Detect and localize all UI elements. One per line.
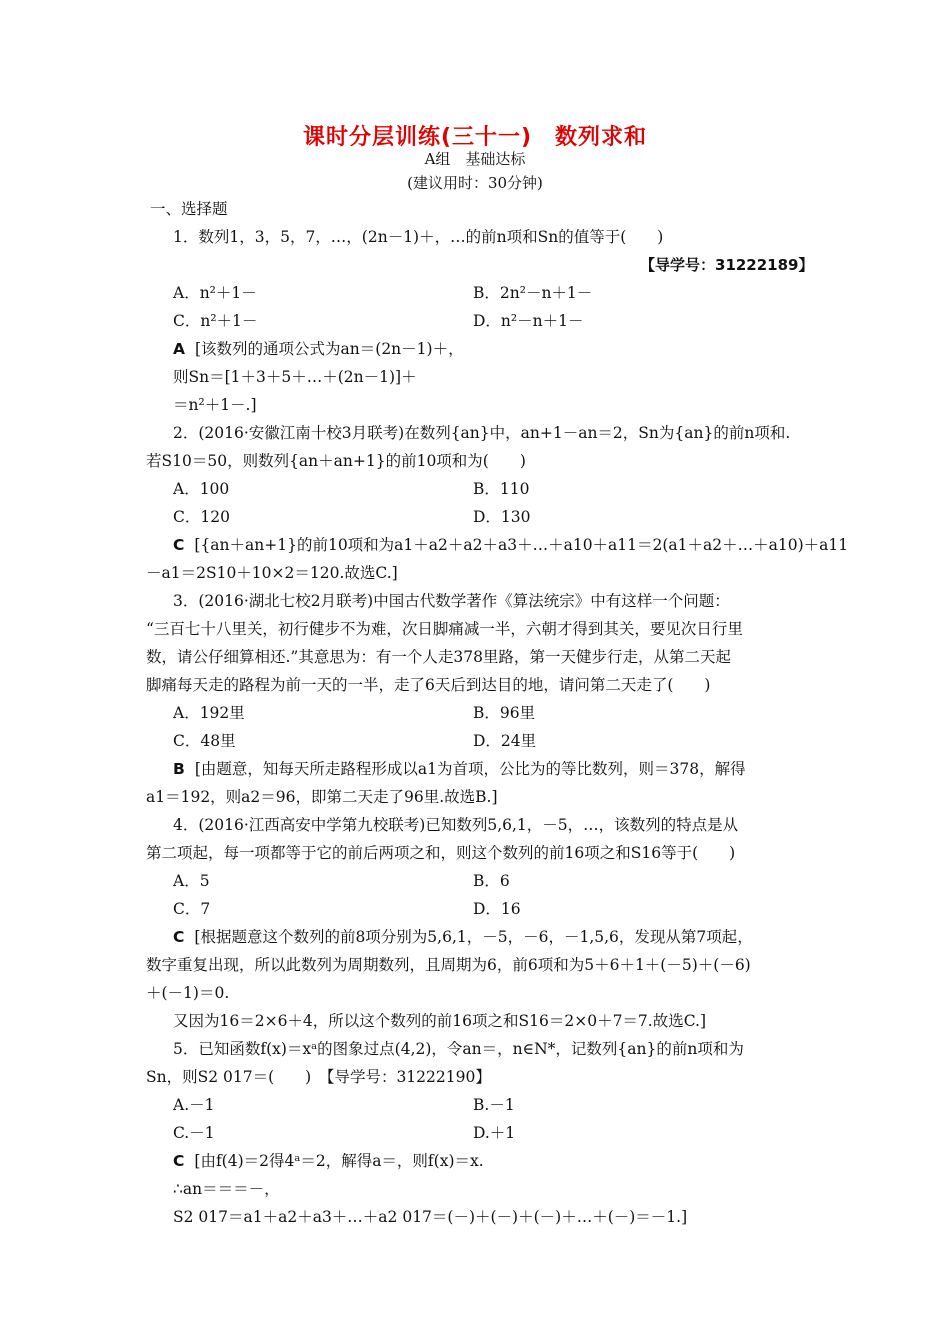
q1-guide-code: 【导学号：31222189】 bbox=[640, 256, 814, 274]
q5-explanation-3: S2 017＝a1＋a2＋a3＋…＋a2 017＝(－)＋(－)＋(－)＋…＋(－)＝－1.] bbox=[173, 1208, 688, 1226]
q5-option-a: A.－1 bbox=[173, 1096, 215, 1114]
q5-option-c: C.－1 bbox=[173, 1124, 215, 1142]
q2-explanation-2: －a1＝2S10＋10×2＝120.故选C.] bbox=[146, 564, 398, 582]
q5-explanation-1: C [由f(4)＝2得4ᵃ＝2，解得a＝，则f(x)＝x. bbox=[173, 1152, 484, 1170]
section-heading: 一、选择题 bbox=[150, 200, 228, 218]
q4-answer: C bbox=[173, 928, 185, 946]
q2-stem-1: 2．(2016·安徽江南十校3月联考)在数列{an}中，an+1－an＝2，Sn为{an}的前n项和. bbox=[173, 424, 791, 442]
q3-stem-1: 3．(2016·湖北七校2月联考)中国古代数学著作《算法统宗》中有这样一个问题： bbox=[173, 592, 730, 610]
q3-option-b: B．96里 bbox=[473, 704, 536, 722]
q4-option-b: B．6 bbox=[473, 872, 510, 890]
q3-option-c: C．48里 bbox=[173, 732, 236, 750]
time-hint: (建议用时：30分钟) bbox=[407, 174, 543, 192]
q4-explanation-4: 又因为16＝2×6＋4，所以这个数列的前16项之和S16＝2×0＋7＝7.故选C.] bbox=[173, 1012, 707, 1030]
q2-option-a: A．100 bbox=[173, 480, 230, 498]
q4-stem-1: 4．(2016·江西高安中学第九校联考)已知数列5,6,1，－5，…，该数列的特点是从 bbox=[173, 816, 739, 834]
q3-option-d: D．24里 bbox=[473, 732, 537, 750]
q3-explanation-2: a1＝192，则a2＝96，即第二天走了96里.故选B.] bbox=[146, 788, 498, 806]
q5-option-b: B.－1 bbox=[473, 1096, 515, 1114]
q3-stem-3: 数，请公仔细算相还.”其意思为：有一个人走378里路，第一天健步行走，从第二天起 bbox=[146, 648, 731, 666]
page-title: 课时分层训练(三十一) 数列求和 bbox=[302, 125, 648, 150]
q2-option-d: D．130 bbox=[473, 508, 531, 526]
q3-explanation-1: B [由题意，知每天所走路程形成以a1为首项，公比为的等比数列，则＝378，解得 bbox=[173, 760, 746, 778]
group-label: A组 基础达标 bbox=[424, 150, 526, 168]
q3-stem-2: “三百七十八里关，初行健步不为难，次日脚痛减一半，六朝才得到其关，要见次日行里 bbox=[146, 620, 743, 638]
q5-answer: C bbox=[173, 1152, 185, 1170]
q1-option-d: D．n²－n＋1－ bbox=[473, 312, 584, 330]
q4-explanation-3: ＋(－1)＝0. bbox=[146, 984, 230, 1002]
q4-explanation-2: 数字重复出现，所以此数列为周期数列，且周期为6，前6项和为5＋6＋1＋(－5)＋(－6) bbox=[146, 956, 751, 974]
q1-explanation-2: 则Sn＝[1＋3＋5＋…＋(2n－1)]＋ bbox=[173, 368, 417, 386]
q2-option-b: B．110 bbox=[473, 480, 530, 498]
q1-stem: 1．数列1，3，5，7，…，(2n－1)＋，…的前n项和Sn的值等于( ) bbox=[173, 228, 664, 246]
q2-explanation-1: C [{an＋an+1}的前10项和为a1＋a2＋a2＋a3＋…＋a10＋a11＝2(a1＋a2＋…＋a10)＋a11 bbox=[173, 536, 849, 554]
q5-stem-1: 5．已知函数f(x)＝xᵃ的图象过点(4,2)，令an＝，n∈N*，记数列{an}的前n项和为 bbox=[173, 1040, 744, 1058]
q1-explanation-3: ＝n²＋1－.] bbox=[173, 396, 257, 414]
q5-option-d: D.＋1 bbox=[473, 1124, 516, 1142]
q4-option-c: C．7 bbox=[173, 900, 211, 918]
q1-option-a: A．n²＋1－ bbox=[173, 284, 257, 302]
q3-answer: B bbox=[173, 760, 185, 778]
q4-explanation-1: C [根据题意这个数列的前8项分别为5,6,1，－5，－6，－1,5,6，发现从第7项起， bbox=[173, 928, 753, 946]
q2-answer: C bbox=[173, 536, 185, 554]
q2-stem-2: 若S10＝50，则数列{an＋an+1}的前10项和为( ) bbox=[146, 452, 526, 470]
q5-stem-2: Sn，则S2 017＝( ) 【导学号：31222190】 bbox=[146, 1068, 491, 1086]
q4-option-a: A．5 bbox=[173, 872, 210, 890]
q5-explanation-2: ∴an＝＝＝－， bbox=[173, 1180, 280, 1198]
q1-answer: A bbox=[173, 340, 185, 358]
q3-stem-4: 脚痛每天走的路程为前一天的一半，走了6天后到达目的地，请问第二天走了( ) bbox=[146, 676, 711, 694]
q2-option-c: C．120 bbox=[173, 508, 230, 526]
q1-explanation-1: A [该数列的通项公式为an＝(2n－1)＋， bbox=[173, 340, 464, 358]
q4-stem-2: 第二项起，每一项都等于它的前后两项之和，则这个数列的前16项之和S16等于( ) bbox=[146, 844, 736, 862]
q3-option-a: A．192里 bbox=[173, 704, 245, 722]
q4-option-d: D．16 bbox=[473, 900, 521, 918]
q1-option-b: B．2n²－n＋1－ bbox=[473, 284, 593, 302]
q1-option-c: C．n²＋1－ bbox=[173, 312, 258, 330]
